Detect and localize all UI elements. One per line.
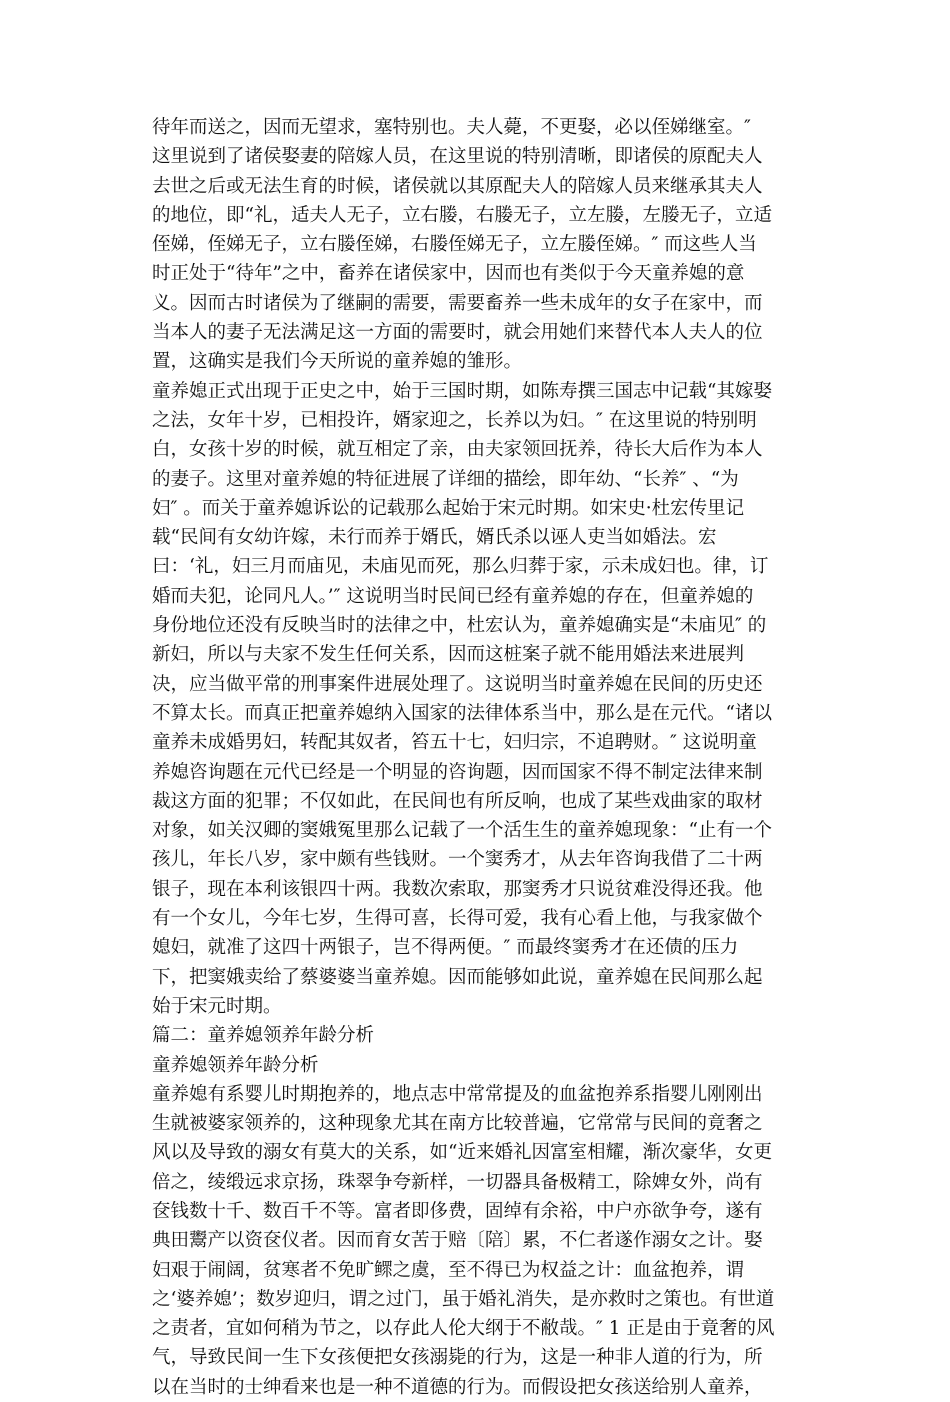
- text-line: 去世之后或无法生育的时候，诸侯就以其原配夫人的陪嫁人员来继承其夫人: [152, 175, 763, 197]
- text-line: 下，把窦娥卖给了蔡婆婆当童养媳。因而能够如此说，童养媳在民间那么起: [152, 966, 763, 988]
- text-line: 妇″ 。而关于童养媳诉讼的记载那么起始于宋元时期。如宋史·杜宏传里记: [152, 497, 745, 519]
- section-heading: 篇二：童养媳领养年龄分析: [152, 1025, 375, 1047]
- text-line: 义。因而古时诸侯为了继嗣的需要，需要畜养一些未成年的女子在家中，而: [152, 292, 763, 314]
- text-line: 妇艰于闹阔，贫寒者不免旷鳏之虞，至不得已为权益之计：血盆抱养，谓: [152, 1259, 745, 1281]
- text-line: 白，女孩十岁的时候，就互相定了亲，由夫家领回抚养，待长大后作为本人: [152, 439, 763, 461]
- text-line: 始于宋元时期。: [152, 995, 282, 1017]
- text-line: 婚而夫犯，论同凡人。’″ 这说明当时民间已经有童养媳的存在，但童养媳的: [152, 585, 754, 607]
- text-line: 裁这方面的犯罪；不仅如此，在民间也有所反响，也成了某些戏曲家的取材: [152, 790, 763, 812]
- text-line: 典田鬻产以资奁仪者。因而育女苦于赔〔陪〕累，不仁者遂作溺女之计。娶: [152, 1230, 763, 1252]
- text-line: 的妻子。这里对童养媳的特征进展了详细的描绘，即年幼、“长养″ 、“为: [152, 468, 739, 490]
- document-body: [152, 113, 792, 1402]
- text-line: 气，导致民间一生下女孩便把女孩溺毙的行为，这是一种非人道的行为，所: [152, 1347, 763, 1369]
- text-line: 之‘婆养媳’；数岁迎归，谓之过门，虽于婚礼消失，是亦救时之策也。有世道: [152, 1288, 775, 1310]
- text-line: 孩儿，年长八岁，家中颇有些钱财。一个窦秀才，从去年咨询我借了二十两: [152, 849, 763, 871]
- text-line: 养媳咨询题在元代已经是一个明显的咨询题，因而国家不得不制定法律来制: [152, 761, 763, 783]
- text-line: 这里说到了诸侯娶妻的陪嫁人员，在这里说的特别清晰，即诸侯的原配夫人: [152, 146, 763, 168]
- text-line: 媳妇，就准了这四十两银子，岂不得两便。″ 而最终窦秀才在还债的压力: [152, 937, 739, 959]
- text-line: 童养媳正式出现于正史之中，始于三国时期，如陈寿撰三国志中记载“其嫁娶: [152, 380, 772, 402]
- text-line: 置，这确实是我们今天所说的童养媳的雏形。: [152, 351, 523, 373]
- section-subheading: 童养媳领养年龄分析: [152, 1054, 319, 1076]
- text-line: 有一个女儿，今年七岁，生得可喜，长得可爱，我有心看上他，与我家做个: [152, 908, 763, 930]
- text-line: 身份地位还没有反映当时的法律之中，杜宏认为，童养媳确实是“未庙见″ 的: [152, 615, 767, 637]
- text-line: 之法，女年十岁，已相投许，婿家迎之，长养以为妇。″ 在这里说的特别明: [152, 409, 757, 431]
- text-line: 曰：‘礼，妇三月而庙见，未庙见而死，那么归葬于家，示未成妇也。律，订: [152, 556, 769, 578]
- text-line: 奁钱数十千、数百千不等。富者即侈费，固绰有余裕，中户亦欲争夸，遂有: [152, 1200, 763, 1222]
- text-line: 当本人的妻子无法满足这一方面的需要时，就会用她们来替代本人夫人的位: [152, 322, 763, 344]
- text-line: 时正处于“待年”之中，畜养在诸侯家中，因而也有类似于今天童养媳的意: [152, 263, 745, 285]
- text-line: 载“民间有女幼许嫁，未行而养于婿氏，婿氏杀以诬人吏当如婚法。宏: [152, 527, 717, 549]
- text-line: 侄娣，侄娣无子，立右媵侄娣，右媵侄娣无子，立左媵侄娣。″ 而这些人当: [152, 234, 757, 256]
- text-line: 不算太长。而真正把童养媳纳入国家的法律体系当中，那么是在元代。“诸以: [152, 702, 772, 724]
- text-line: 风以及导致的溺女有莫大的关系，如“近来婚礼因富室相耀，渐次豪华，女更: [152, 1142, 772, 1164]
- text-line: 对象，如关汉卿的窦娥冤里那么记载了一个活生生的童养媳现象：“止有一个: [152, 820, 772, 842]
- text-line: 银子，现在本利该银四十两。我数次索取，那窦秀才只说贫难没得还我。他: [152, 878, 763, 900]
- text-line: 童养未成婚男妇，转配其奴者，笞五十七，妇归宗，不追聘财。″ 这说明童: [152, 732, 757, 754]
- text-line: 决，应当做平常的刑事案件进展处理了。这说明当时童养媳在民间的历史还: [152, 673, 763, 695]
- text-line: 待年而送之，因而无望求，塞特别也。夫人薨，不更娶，必以侄娣继室。″: [152, 117, 751, 138]
- text-line: 童养媳有系婴儿时期抱养的，地点志中常常提及的血盆抱养系指婴儿刚刚出: [152, 1083, 763, 1105]
- text-line: 的地位，即“礼，适夫人无子，立右媵，右媵无子，立左媵，左媵无子，立适: [152, 204, 772, 226]
- text-line: 以在当时的士绅看来也是一种不道德的行为。而假设把女孩送给别人童养，: [152, 1376, 763, 1398]
- text-line: 新妇，所以与夫家不发生任何关系，因而这桩案子就不能用婚法来进展判: [152, 644, 745, 666]
- text-line: 生就被婆家领养的，这种现象尤其在南方比较普遍，它常常与民间的竟奢之: [152, 1113, 763, 1135]
- text-line: 之责者，宜如何稍为节之，以存此人伦大纲于不敝哉。″ 1 正是由于竟奢的风: [152, 1318, 775, 1340]
- text-line: 倍之，绫缎远求京扬，珠翠争夸新样，一切器具备极精工，除婢女外，尚有: [152, 1171, 763, 1193]
